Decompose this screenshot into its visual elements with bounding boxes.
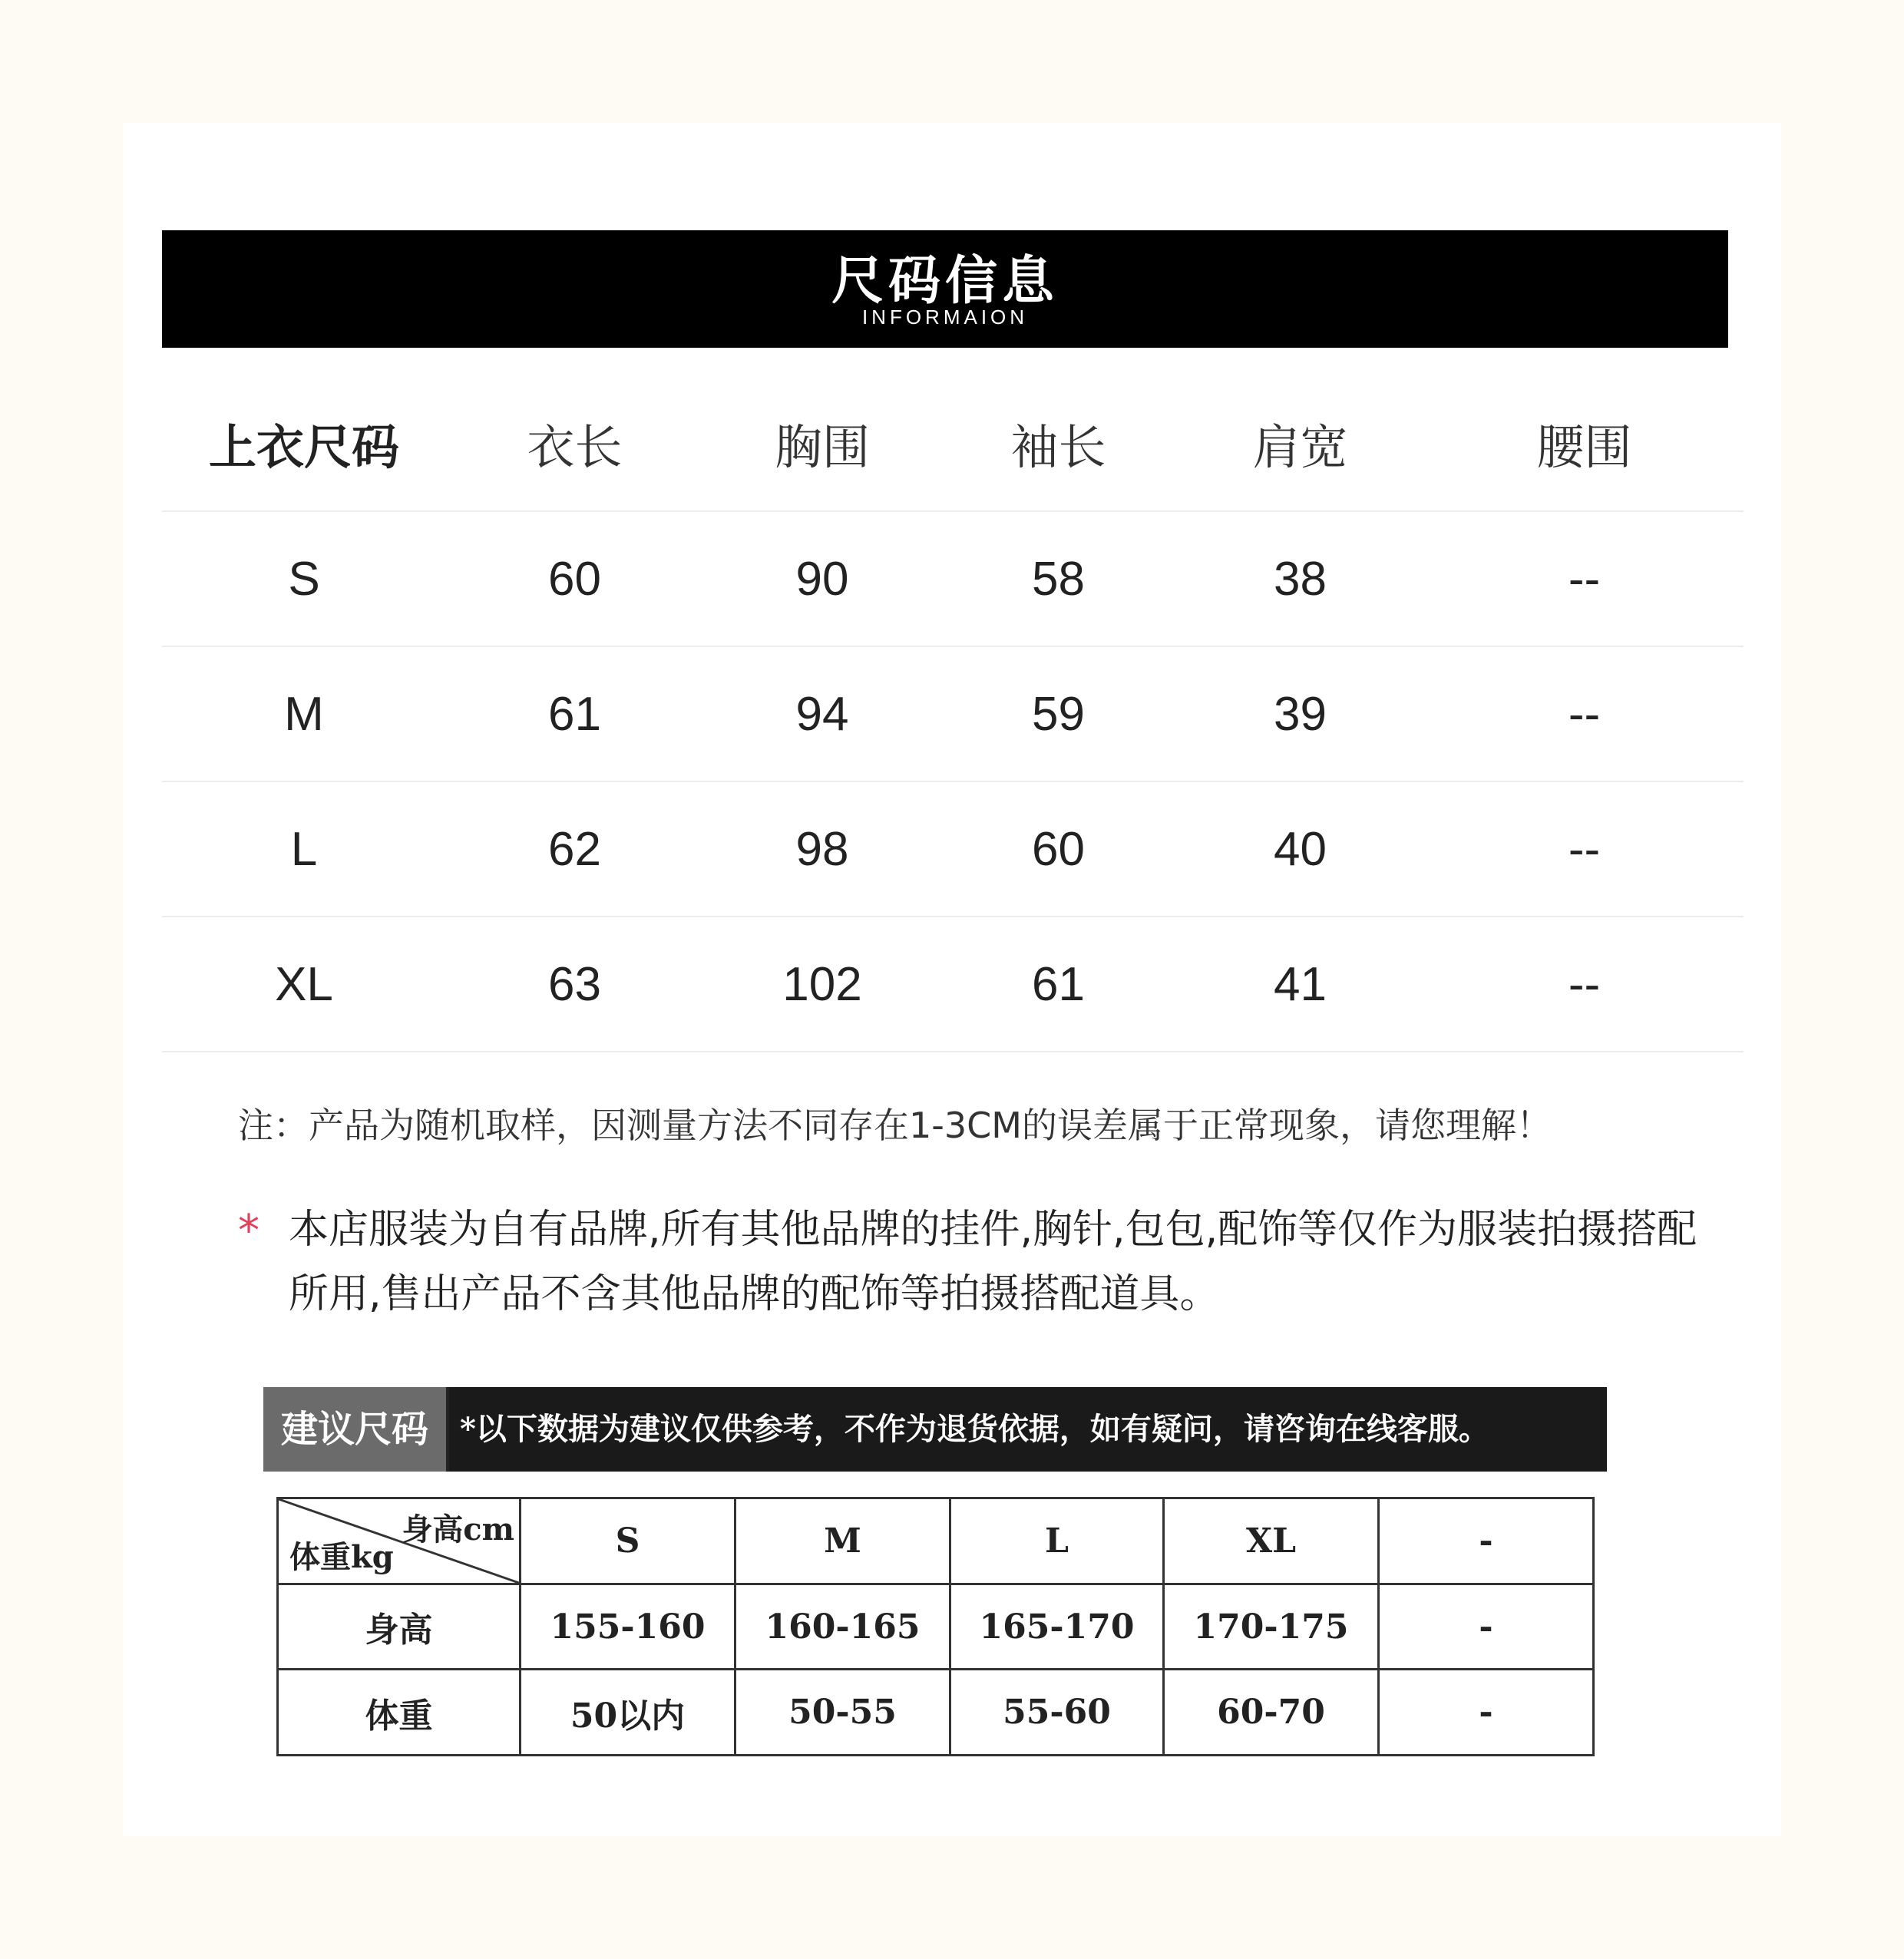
header-chest: 胸围 (703, 376, 941, 511)
rec-cell: - (1379, 1670, 1594, 1756)
rec-cell: 50以内 (521, 1670, 735, 1756)
rec-cell: 160-165 (735, 1584, 950, 1670)
header-waist: 腰围 (1425, 376, 1744, 511)
corner-cell (278, 1498, 521, 1584)
rec-header-cell: XL (1164, 1498, 1379, 1584)
cell-chest: 90 (703, 511, 941, 646)
recommend-label: 建议尺码 (263, 1387, 449, 1472)
cell-shoulder: 40 (1175, 781, 1425, 917)
cell-chest: 102 (703, 917, 941, 1052)
cell-size: M (162, 646, 446, 781)
table-row (162, 646, 1744, 781)
cell-length: 62 (446, 781, 703, 917)
cell-waist: -- (1425, 646, 1744, 781)
cell-waist: -- (1425, 511, 1744, 646)
recommend-table (276, 1497, 1595, 1756)
recommend-header-row (278, 1498, 1594, 1584)
asterisk-icon: * (238, 1206, 259, 1256)
cell-sleeve: 60 (941, 781, 1175, 917)
cell-length: 63 (446, 917, 703, 1052)
size-table-header-row (162, 376, 1744, 511)
header-sleeve: 袖长 (941, 376, 1175, 511)
rec-cell: 55-60 (950, 1670, 1164, 1756)
recommend-bar (263, 1387, 1607, 1472)
rec-cell: - (1379, 1584, 1594, 1670)
rec-cell: 50-55 (735, 1670, 950, 1756)
banner-subtitle: INFORMAION (861, 306, 1029, 329)
header-size: 上衣尺码 (162, 376, 446, 511)
table-row (162, 917, 1744, 1052)
cell-length: 61 (446, 646, 703, 781)
rec-header-cell: S (521, 1498, 735, 1584)
row-label-height: 身高 (278, 1584, 521, 1670)
disclaimer-text: 本店服装为自有品牌,所有其他品牌的挂件,胸针,包包,配饰等仅作为服装拍摄搭配所用,售出产品不含其他品牌的配饰等拍摄搭配道具。 (289, 1207, 1697, 1317)
header-shoulder: 肩宽 (1175, 376, 1425, 511)
rec-cell: 165-170 (950, 1584, 1164, 1670)
table-row (278, 1584, 1594, 1670)
banner-title: 尺码信息 (831, 251, 1059, 312)
corner-weight-label: 体重kg (289, 1539, 394, 1575)
rec-header-cell: L (950, 1498, 1164, 1584)
cell-shoulder: 41 (1175, 917, 1425, 1052)
rec-header-cell: - (1379, 1498, 1594, 1584)
cell-sleeve: 59 (941, 646, 1175, 781)
cell-size: L (162, 781, 446, 917)
info-banner (162, 230, 1728, 348)
cell-sleeve: 58 (941, 511, 1175, 646)
cell-shoulder: 38 (1175, 511, 1425, 646)
measurement-note: 注：产品为随机取样，因测量方法不同存在1-3CM的误差属于正常现象，请您理解！ (238, 1105, 1552, 1146)
table-row (162, 781, 1744, 917)
header-length: 衣长 (446, 376, 703, 511)
cell-size: XL (162, 917, 446, 1052)
corner-height-label: 身高cm (402, 1511, 514, 1548)
size-table (162, 376, 1744, 1052)
cell-waist: -- (1425, 917, 1744, 1052)
cell-shoulder: 39 (1175, 646, 1425, 781)
cell-chest: 98 (703, 781, 941, 917)
table-row (278, 1670, 1594, 1756)
rec-header-cell: M (735, 1498, 950, 1584)
table-row (162, 511, 1744, 646)
rec-cell: 60-70 (1164, 1670, 1379, 1756)
recommend-text: *以下数据为建议仅供参考，不作为退货依据，如有疑问，请咨询在线客服。 (460, 1411, 1489, 1447)
rec-cell: 155-160 (521, 1584, 735, 1670)
row-label-weight: 体重 (278, 1670, 521, 1756)
cell-sleeve: 61 (941, 917, 1175, 1052)
disclaimer (238, 1198, 1712, 1326)
cell-size: S (162, 511, 446, 646)
cell-chest: 94 (703, 646, 941, 781)
cell-waist: -- (1425, 781, 1744, 917)
cell-length: 60 (446, 511, 703, 646)
rec-cell: 170-175 (1164, 1584, 1379, 1670)
